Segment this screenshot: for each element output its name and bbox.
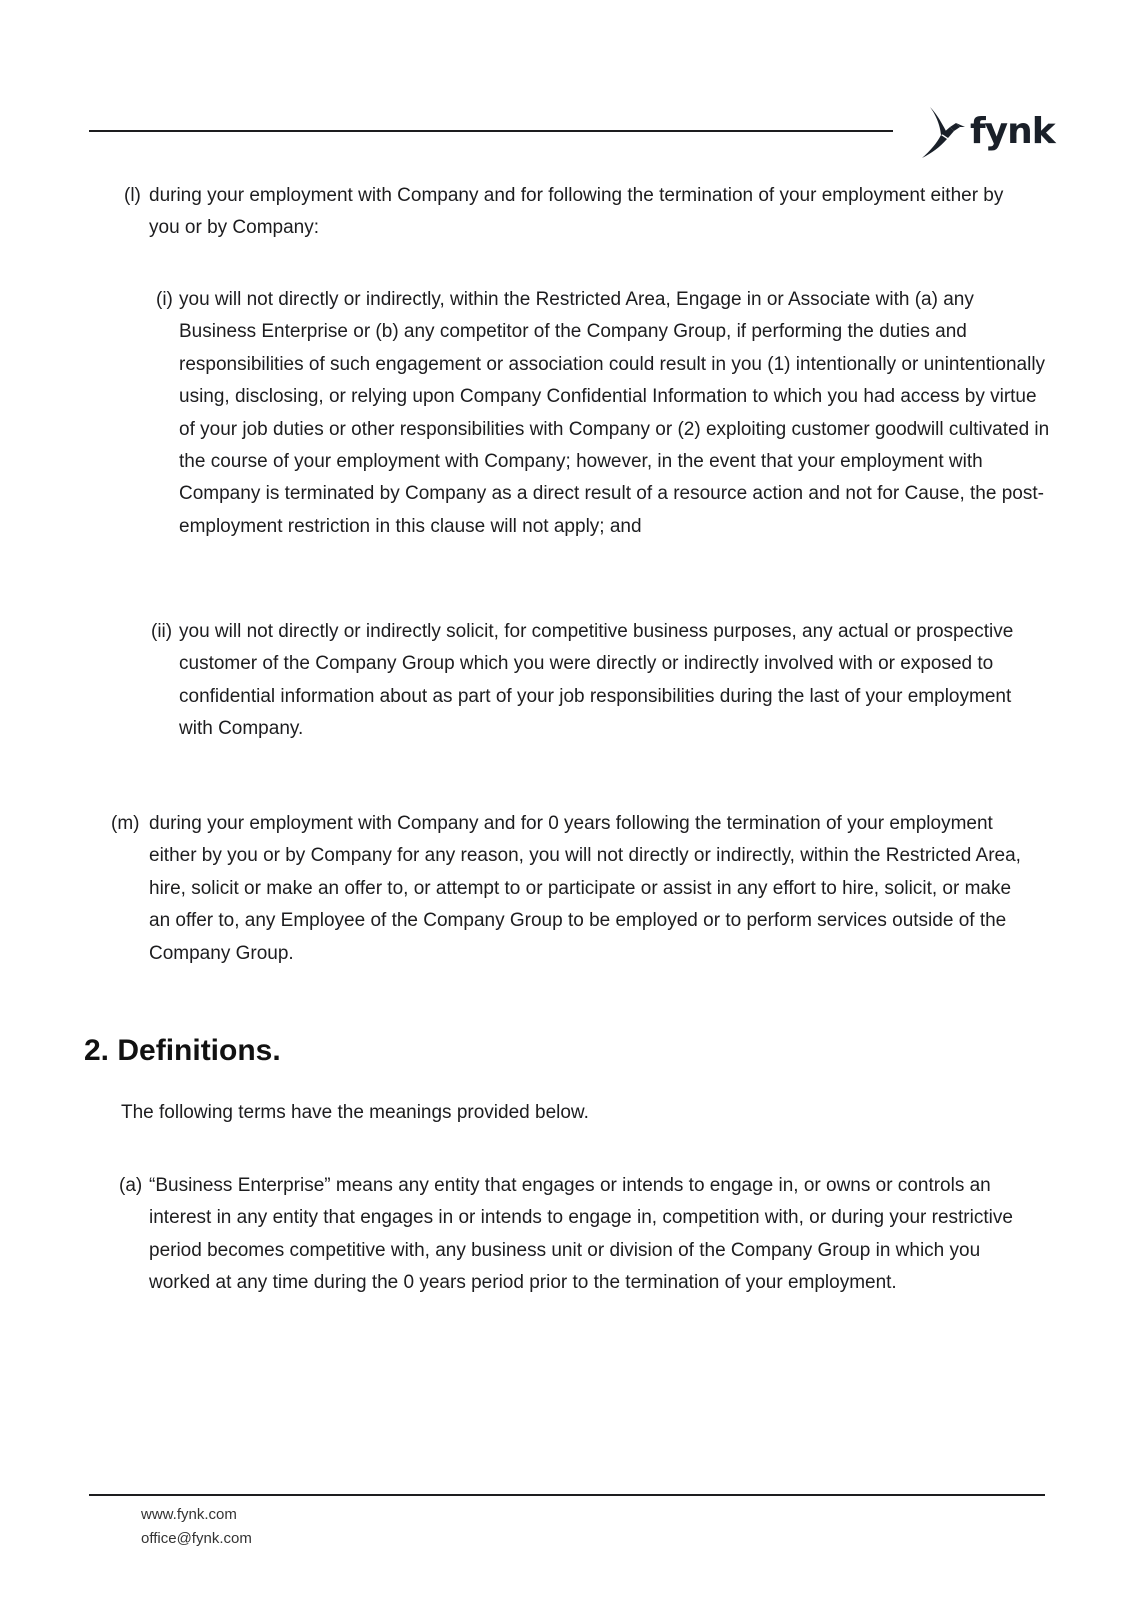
clause-l-i-label: (i)	[156, 289, 173, 310]
definition-a-text: “Business Enterprise” means any entity that engages or intends to engage in, or owns or controls an interest in any entity that engages in or intends to engage in, competition with, or during your restrictive period becomes competitive with, any business unit or division of the Company Group in which you worked at any time during the 0 years period prior to the termination of your employment.	[149, 1175, 1013, 1294]
definitions-intro: The following terms have the meanings provided below.	[121, 1102, 589, 1123]
clause-l-label: (l)	[124, 185, 141, 206]
clause-l-ii-text: you will not directly or indirectly solicit, for competitive business purposes, any actual or prospective customer of the Company Group which you were directly or indirectly involved with or exposed to confidential information about as part of your job responsibilities during the last of your employment with Company.	[179, 621, 1014, 740]
header-divider	[89, 130, 893, 132]
definition-a-label: (a)	[119, 1175, 143, 1196]
clause-l	[124, 180, 1039, 245]
footer-email: office@fynk.com	[141, 1530, 252, 1547]
section-heading-definitions: 2. Definitions.	[84, 1034, 281, 1067]
bird-icon	[920, 105, 966, 159]
clause-m	[111, 808, 1029, 970]
clause-l-i-text: you will not directly or indirectly, within the Restricted Area, Engage in or Associate with (a) any Business Enterprise or (b) any competitor of the Company Group, if performing the duties and responsibilities of such engagement or association could result in you (1) intentionally or unintentionally using, disclosing, or relying upon Company Confidential Information to which you had access by virtue of your job duties or other responsibilities with Company or (2) exploiting customer goodwill cultivated in the course of your employment with Company; however, in the event that your employment with Company is terminated by Company as a direct result of a resource action and not for Cause, the post-employment restriction in this clause will not apply; and	[179, 289, 1050, 537]
logo-wordmark: fynk	[970, 111, 1055, 152]
clause-l-i	[156, 284, 1051, 543]
clause-l-ii-label: (ii)	[151, 621, 173, 642]
footer-website: www.fynk.com	[141, 1506, 237, 1523]
clause-l-ii	[151, 616, 1039, 746]
fynk-logo	[920, 104, 1055, 160]
clause-m-label: (m)	[111, 813, 140, 834]
definition-a	[119, 1170, 1039, 1300]
footer-divider	[89, 1494, 1045, 1496]
clause-m-text: during your employment with Company and for 0 years following the termination of your employment either by you or by Company for any reason, you will not directly or indirectly, within the Restricted Area, hire, solicit or make an offer to, or attempt to or participate or assist in any effort to hire, solicit, or make an offer to, any Employee of the Company Group to be employed or to perform services outside of the Company Group.	[149, 813, 1021, 964]
clause-l-text: during your employment with Company and for following the termination of your employment either by you or by Company:	[149, 185, 1004, 239]
